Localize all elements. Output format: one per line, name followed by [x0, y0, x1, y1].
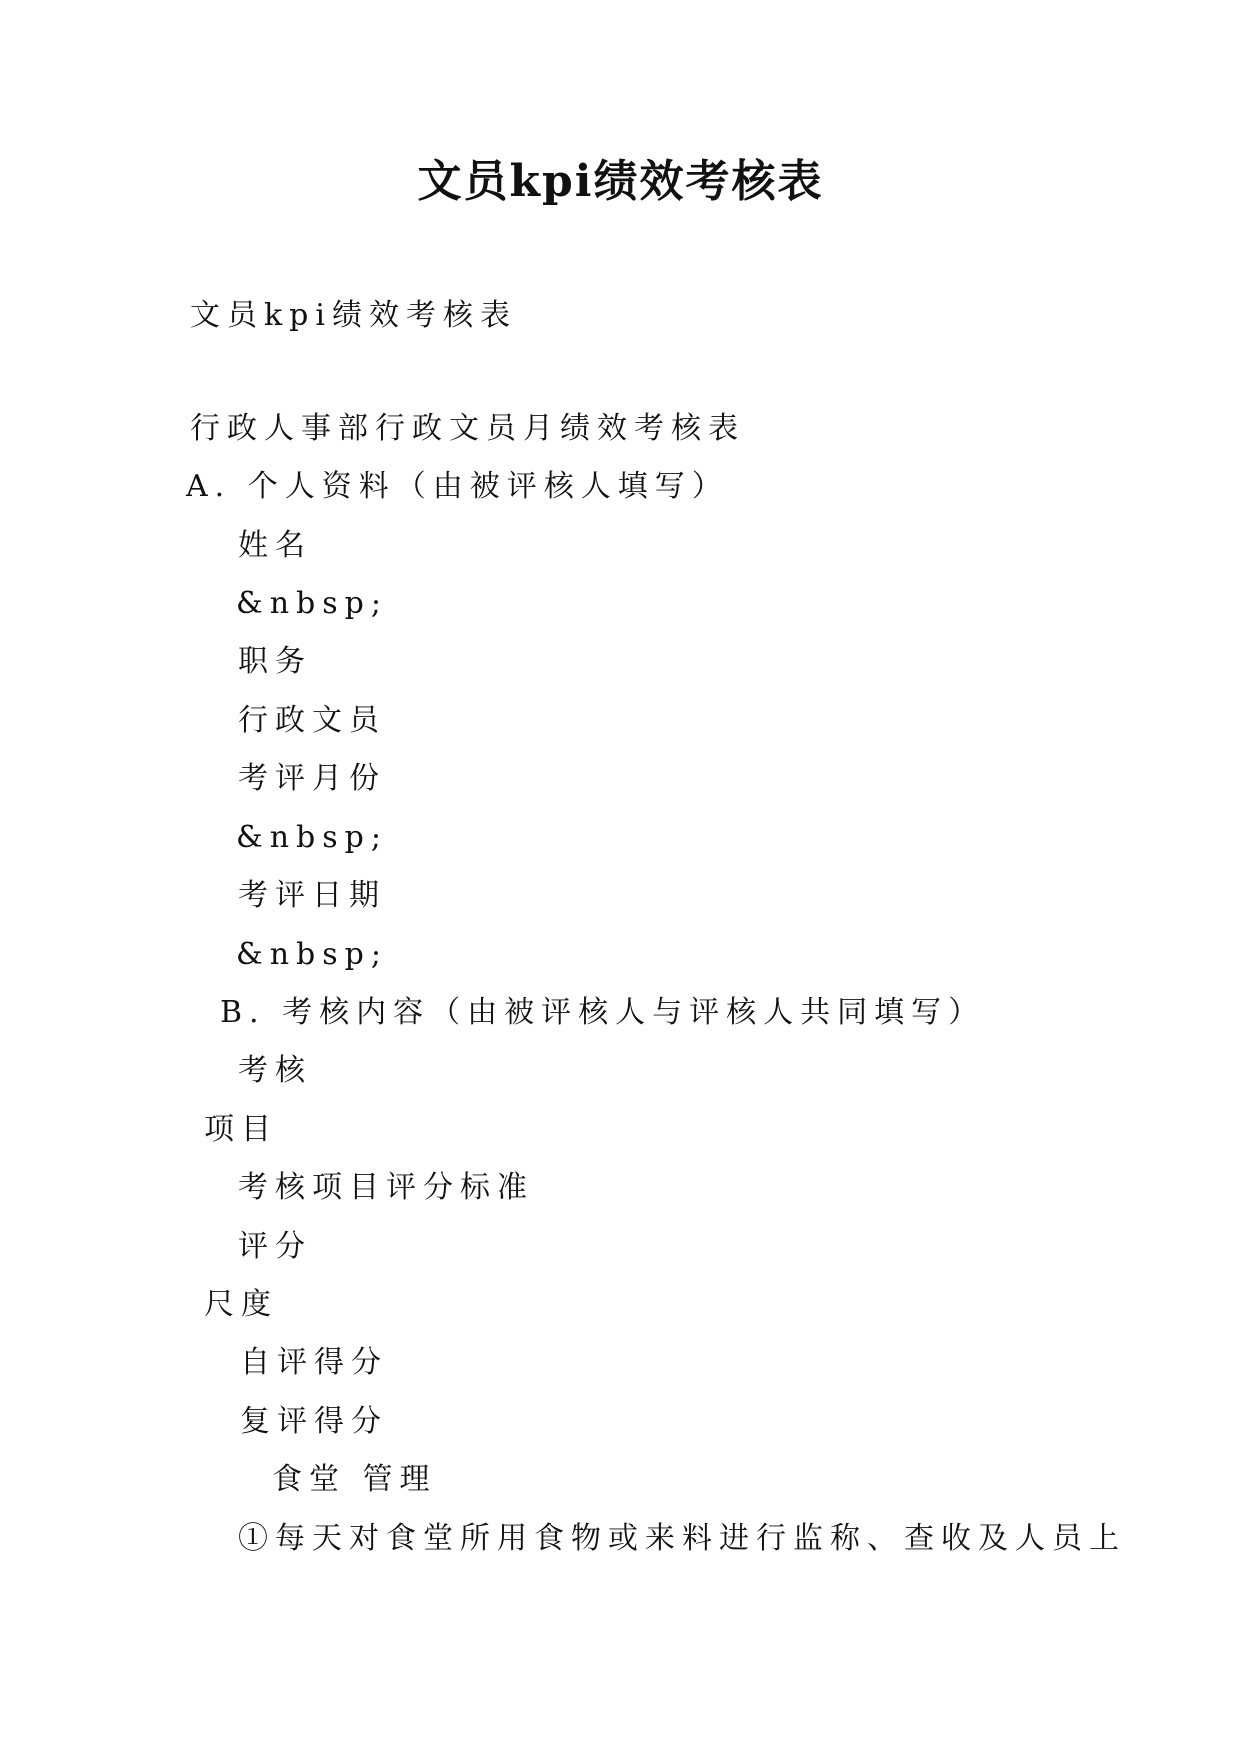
field-label-review-date: 考评日期 [238, 878, 386, 913]
column-header-item: 项目 [204, 1112, 278, 1147]
field-label-position: 职务 [238, 644, 312, 679]
section-b-heading: B. 考核内容（由被评核人与评核人共同填写） [220, 995, 986, 1030]
field-value-name: &nbsp; [236, 586, 388, 621]
row-item-canteen-management: 食堂 管理 [272, 1462, 437, 1497]
column-header-self-score: 自评得分 [240, 1345, 388, 1380]
subtitle-line: 文员kpi绩效考核表 [190, 298, 517, 333]
row-criteria-text: ①每天对食堂所用食物或来料进行监称、查收及人员上 [238, 1521, 1126, 1556]
column-header-score: 评分 [238, 1229, 312, 1264]
field-value-position: 行政文员 [238, 703, 386, 738]
field-label-name: 姓名 [238, 528, 312, 563]
column-header-criteria: 考核项目评分标准 [238, 1170, 534, 1205]
column-header-scale: 尺度 [204, 1287, 278, 1322]
document-title: 文员kpi绩效考核表 [417, 156, 824, 207]
field-value-review-month: &nbsp; [236, 820, 388, 855]
form-heading: 行政人事部行政文员月绩效考核表 [190, 411, 745, 446]
field-label-review-month: 考评月份 [238, 761, 386, 796]
field-value-review-date: &nbsp; [236, 937, 388, 972]
column-header-review-score: 复评得分 [240, 1404, 388, 1439]
section-a-heading: A. 个人资料（由被评核人填写） [186, 469, 729, 504]
column-header-assessment: 考核 [238, 1053, 312, 1088]
